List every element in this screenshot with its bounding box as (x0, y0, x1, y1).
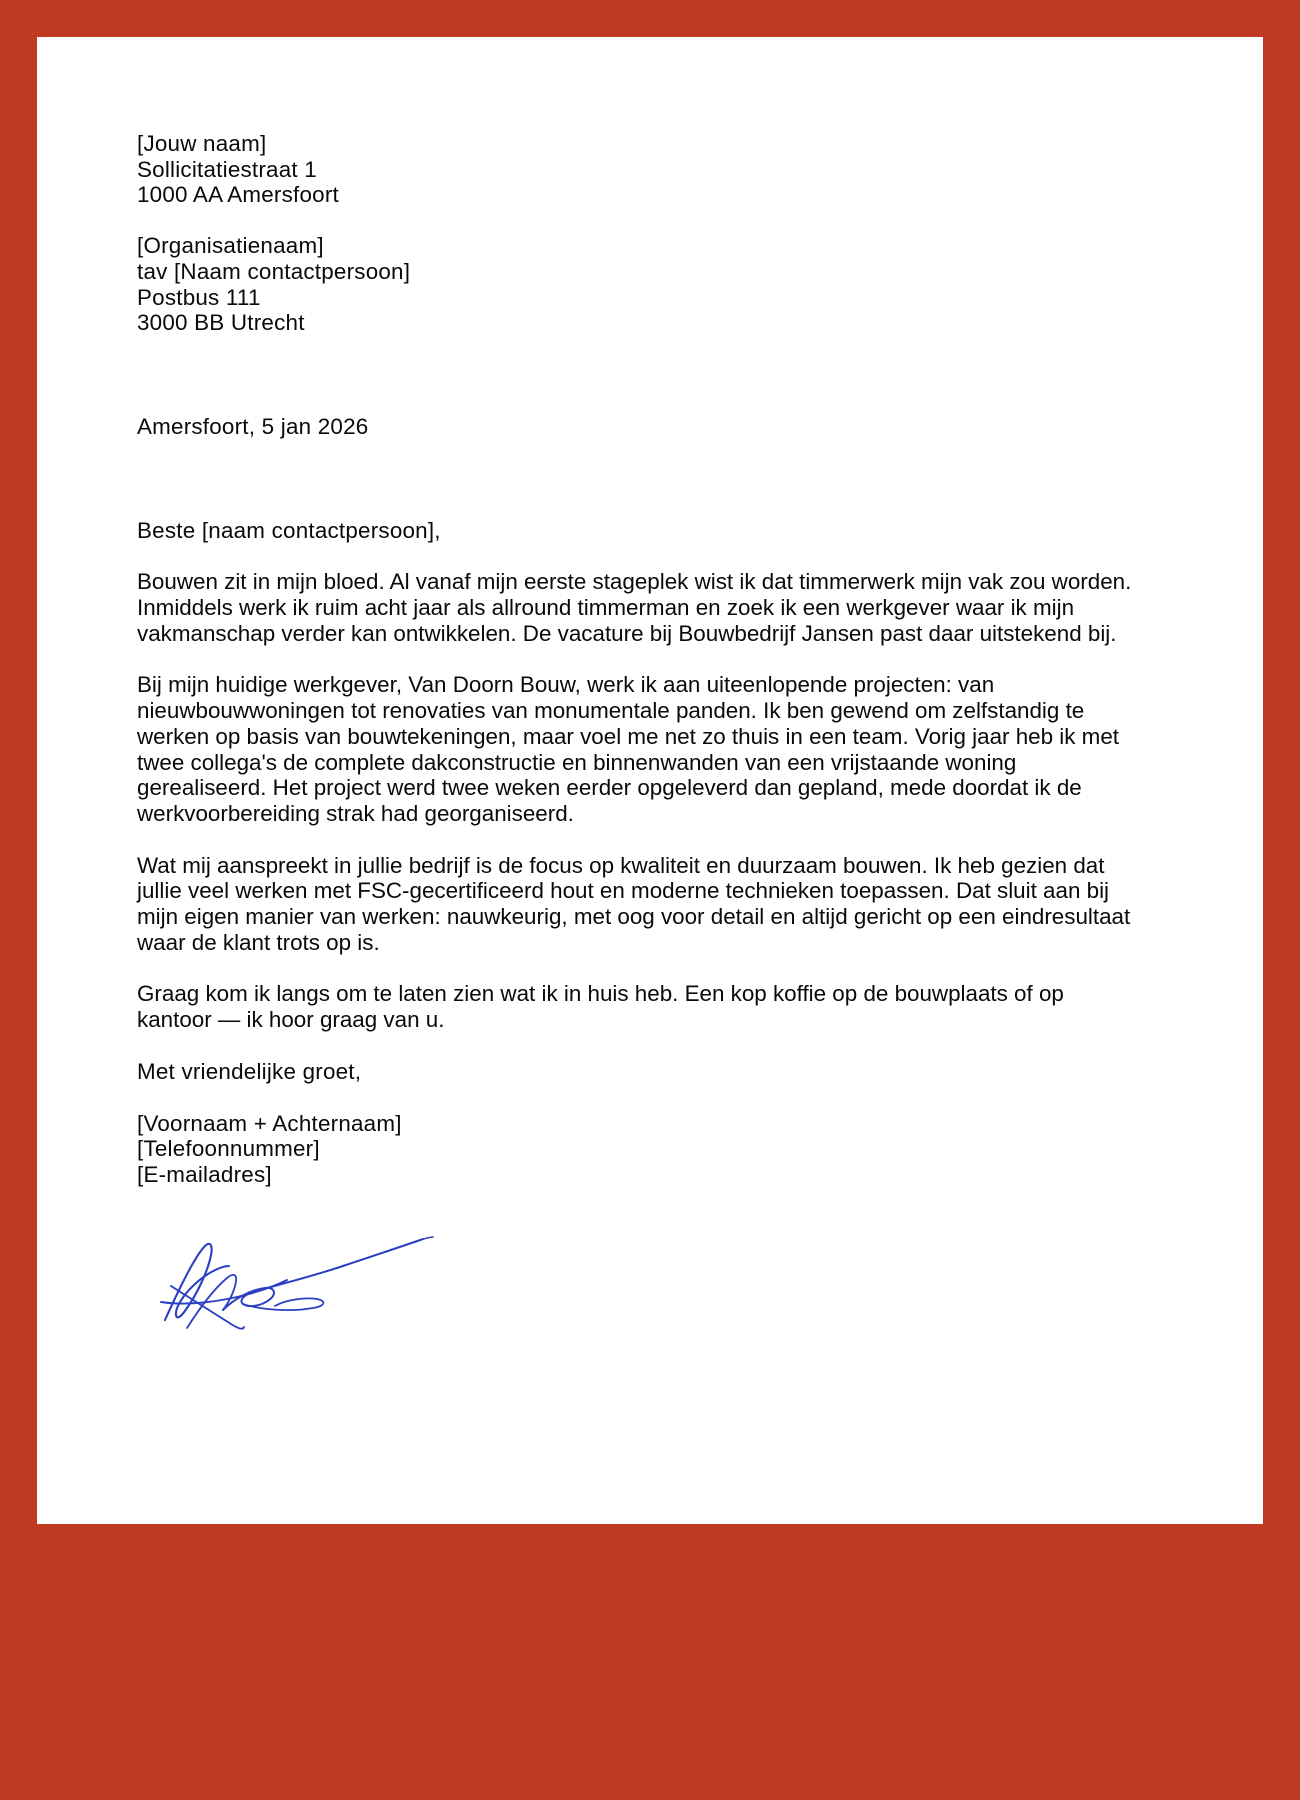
signer-email: [E-mailadres] (137, 1161, 272, 1187)
sender-city: 1000 AA Amersfoort (137, 182, 339, 208)
spacer-p2-p3 (137, 827, 1137, 853)
recipient-city: 3000 BB Utrecht (137, 310, 305, 336)
salutation: Beste [naam contactpersoon], (137, 517, 441, 543)
letter-content (137, 131, 1137, 1188)
signer-name: [Voornaam + Achternaam] (137, 1110, 402, 1136)
letter-sheet (37, 37, 1263, 1524)
body-paragraph-3: Wat mij aanspreekt in jullie bedrijf is de focus op kwaliteit en duurzaam bouwen. Ik heb gezien dat jullie veel werken met FSC-gecertificeerd hout en moderne technieken toepassen. Dat sluit aan bij mijn eigen manier van werken: nauwkeurig, met oog voor detail en altijd gericht op een eindresultaat waar de klant trots op is. (137, 852, 1131, 955)
spacer-date-salutation (137, 440, 1137, 518)
signature-details-block (137, 1111, 1137, 1188)
body-paragraph-2: Bij mijn huidige werkgever, Van Doorn Bouw, werk ik aan uiteenlopende projecten: van nieuwbouwwoningen tot renovaties van monumentale panden. Ik ben gewend om zelfstandig te werken op basis van bouwtekeningen, maar voel me net zo thuis in een team. Vorig jaar heb ik met twee collega's de complete dakconstructie en binnenwanden van een vrijstaande woning gerealiseerd. Het project werd twee weken eerder opgeleverd dan gepland, mede doordat ik de werkvoorbereiding strak had georganiseerd. (137, 672, 1120, 826)
spacer-p1-p2 (137, 646, 1137, 672)
body-paragraph-1: Bouwen zit in mijn bloed. Al vanaf mijn eerste stageplek wist ik dat timmerwerk mijn vak zou worden. Inmiddels werk ik ruim acht jaar als allround timmerman en zoek ik een werkgever waar ik mijn vakmanschap verder kan ontwikkelen. De vacature bij Bouwbedrijf Jansen past daar uitstekend bij. (137, 569, 1132, 646)
closing-greeting: Met vriendelijke groet, (137, 1058, 362, 1084)
signer-phone: [Telefoonnummer] (137, 1136, 320, 1162)
sender-name: [Jouw naam] (137, 131, 267, 156)
recipient-attention: tav [Naam contactpersoon] (137, 258, 411, 284)
sender-address-block (137, 131, 1137, 208)
sender-street: Sollicitatiestraat 1 (137, 156, 317, 182)
spacer-sender-recipient (137, 208, 1137, 233)
body-paragraph-4: Graag kom ik langs om te laten zien wat ik in huis heb. Een kop koffie op de bouwplaats of op kantoor — ik hoor graag van u. (137, 981, 1064, 1033)
spacer-body-closing (137, 1033, 1137, 1059)
spacer-closing-signature-block (137, 1085, 1137, 1111)
spacer-p3-p4 (137, 955, 1137, 981)
recipient-organisation: [Organisatienaam] (137, 233, 324, 259)
handwritten-signature-icon (157, 1232, 457, 1342)
date-line: Amersfoort, 5 jan 2026 (137, 413, 369, 439)
recipient-address-block (137, 233, 1137, 336)
recipient-po-box: Postbus 111 (137, 284, 261, 310)
spacer-recipient-date (137, 336, 1137, 414)
spacer-salutation-body (137, 543, 1137, 569)
